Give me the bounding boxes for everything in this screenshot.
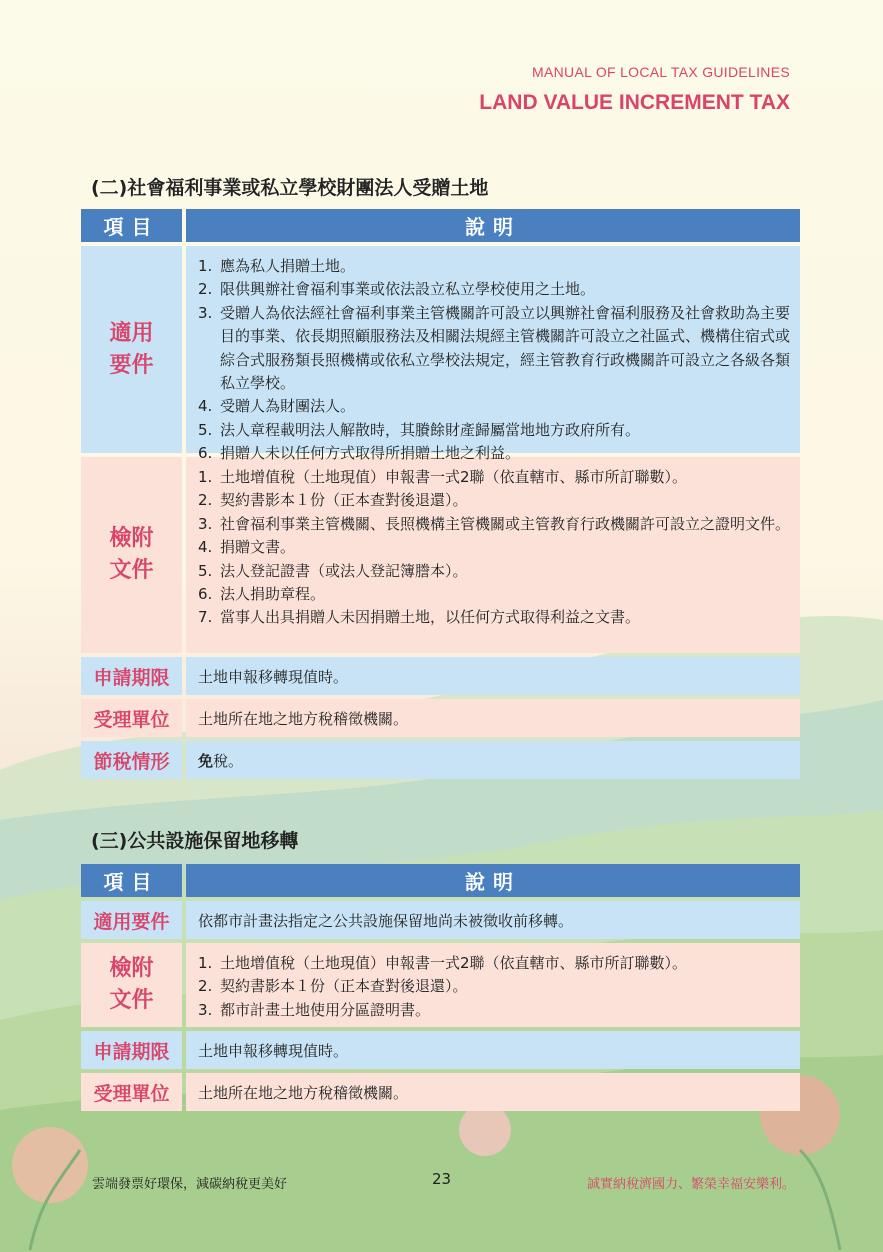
list-item: 5. 法人登記證書（或法人登記簿謄本）。 bbox=[198, 561, 468, 580]
requirements-label: 適用 要件 bbox=[81, 246, 182, 453]
table-header-row bbox=[81, 209, 800, 242]
documents-value bbox=[186, 457, 800, 653]
list-item: 6. 法人捐助章程。 bbox=[198, 585, 326, 604]
header-description: 說明 bbox=[186, 864, 800, 897]
office-value: 土地所在地之地方稅稽徵機關。 bbox=[186, 699, 800, 737]
requirements-label: 適用要件 bbox=[81, 901, 182, 939]
requirements-row bbox=[81, 901, 800, 939]
table-header-row bbox=[81, 864, 800, 897]
section-2-title: (二)社會福利事業或私立學校財團法人受贈土地 bbox=[91, 177, 489, 199]
saving-row bbox=[81, 741, 800, 779]
list-item: 3. 都市計畫土地使用分區證明書。 bbox=[198, 1000, 431, 1019]
documents-row bbox=[81, 457, 800, 653]
list-item: 1. 應為私人捐贈土地。 bbox=[198, 257, 356, 275]
period-label: 申請期限 bbox=[81, 1031, 182, 1069]
documents-value bbox=[186, 943, 800, 1027]
header-item: 項目 bbox=[81, 864, 182, 897]
footer-slogan-right: 誠實納稅濟國力、繁榮幸福安樂利。 bbox=[586, 1177, 795, 1192]
period-row bbox=[81, 1031, 800, 1069]
footer-slogan-left: 雲端發票好環保，減碳納稅更美好 bbox=[92, 1177, 288, 1192]
office-label: 受理單位 bbox=[81, 699, 182, 737]
list-item: 4. 受贈人為財團法人。 bbox=[198, 397, 356, 416]
list-item: 2. 契約書影本１份（正本查對後退還）。 bbox=[198, 977, 468, 996]
list-item: 3. 社會福利事業主管機關、長照機構主管機關或主管教育行政機關許可設立之證明文件。 bbox=[198, 514, 791, 533]
list-item: 2. 限供興辦社會福利事業或依法設立私立學校使用之土地。 bbox=[198, 280, 596, 299]
list-item: 5. 法人章程載明法人解散時，其賸餘財產歸屬當地地方政府所有。 bbox=[198, 420, 641, 439]
saving-value: 免 稅。 bbox=[186, 741, 800, 779]
section-3-table bbox=[81, 864, 800, 1111]
list-item: 3. 受贈人為依法經社會福利事業主管機關許可設立以興辦社會福利服務及社會救助為主要目的事業、依長期照顧服務法及相關法規經主管機關許可設立之社區式、機構住宿式或綜合式服務類長照機構或依私立學校法規定，經主管教育行政機關許可設立之各級各類私立學校。 bbox=[198, 303, 791, 393]
documents-row bbox=[81, 943, 800, 1027]
header-description: 說明 bbox=[186, 209, 800, 242]
office-label: 受理單位 bbox=[81, 1073, 182, 1111]
page-number: 23 bbox=[432, 1170, 452, 1188]
section-2-table bbox=[81, 209, 800, 779]
office-row bbox=[81, 699, 800, 737]
list-item: 1. 土地增值稅（土地現值）申報書一式2聯（依直轄市、縣市所訂聯數）。 bbox=[198, 468, 688, 486]
list-item: 2. 契約書影本１份（正本查對後退還）。 bbox=[198, 491, 468, 510]
requirements-value bbox=[186, 246, 800, 463]
saving-label: 節稅情形 bbox=[81, 741, 182, 779]
period-value: 土地申報移轉現值時。 bbox=[186, 657, 800, 695]
list-item: 7. 當事人出具捐贈人未因捐贈土地，以任何方式取得利益之文書。 bbox=[198, 608, 641, 627]
section-3-title: (三)公共設施保留地移轉 bbox=[91, 830, 299, 852]
requirements-value: 依都市計畫法指定之公共設施保留地尚未被徵收前移轉。 bbox=[186, 901, 800, 939]
list-item: 1. 土地增值稅（土地現值）申報書一式2聯（依直轄市、縣市所訂聯數）。 bbox=[198, 954, 688, 972]
office-value: 土地所在地之地方稅稽徵機關。 bbox=[186, 1073, 800, 1111]
header-item: 項目 bbox=[81, 209, 182, 242]
office-row bbox=[81, 1073, 800, 1111]
documents-label: 檢附 文件 bbox=[81, 943, 182, 1027]
documents-label: 檢附 文件 bbox=[81, 457, 182, 653]
period-row bbox=[81, 657, 800, 695]
header-title: LAND VALUE INCREMENT TAX bbox=[479, 91, 790, 114]
list-item: 6. 捐贈人未以任何方式取得所捐贈土地之利益。 bbox=[198, 444, 521, 463]
requirements-row bbox=[81, 246, 800, 463]
period-value: 土地申報移轉現值時。 bbox=[186, 1031, 800, 1069]
header-subtitle: MANUAL OF LOCAL TAX GUIDELINES bbox=[532, 64, 790, 80]
period-label: 申請期限 bbox=[81, 657, 182, 695]
list-item: 4. 捐贈文書。 bbox=[198, 538, 296, 557]
